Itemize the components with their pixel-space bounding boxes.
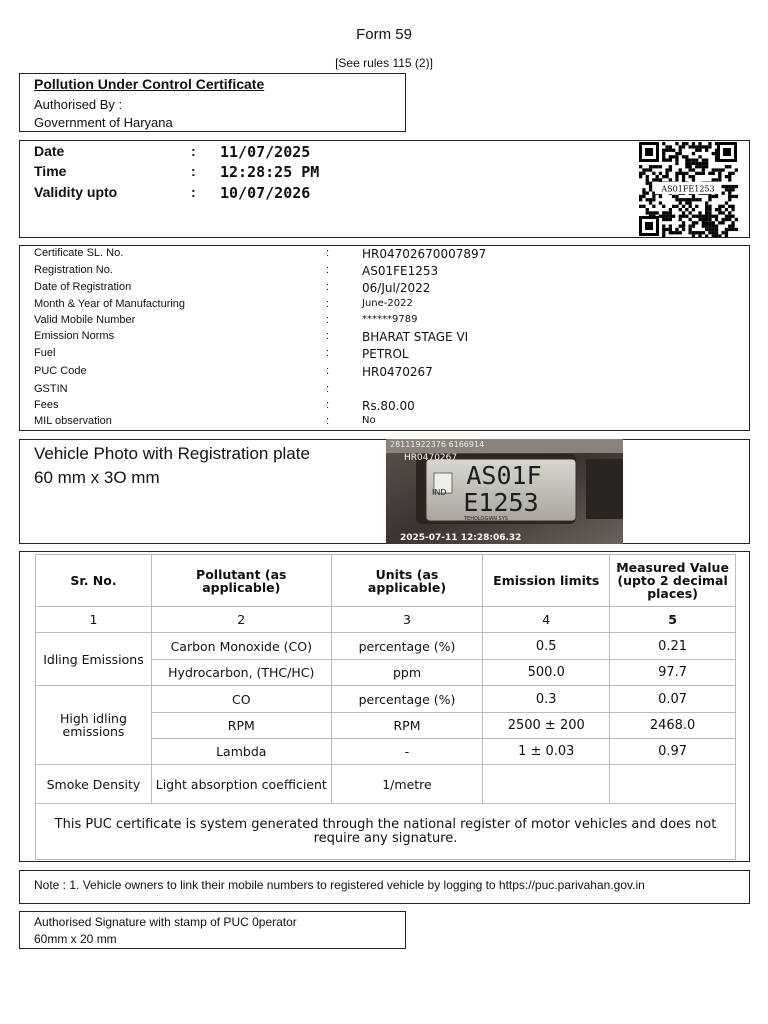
cell-pollutant: Light absorption coefficient <box>151 765 331 804</box>
cell-measured: 2468.0 <box>610 713 736 739</box>
cell-measured: 97.7 <box>610 660 736 686</box>
cell-limit: 0.3 <box>483 686 610 713</box>
detail-row <box>34 264 734 280</box>
photo-overlay-top: 28111922376 6166914 <box>390 440 485 449</box>
detail-row <box>34 347 734 363</box>
cell-unit: 1/metre <box>331 765 483 804</box>
colon: : <box>191 163 196 179</box>
colon: : <box>326 347 330 359</box>
detail-value: PETROL <box>362 347 409 361</box>
photo-label-line1: Vehicle Photo with Registration plate <box>34 444 310 463</box>
vehicle-details <box>19 245 750 431</box>
cell-measured <box>610 765 736 804</box>
photo-overlay-code: HR0470267 <box>404 453 458 463</box>
index-row <box>36 607 736 633</box>
plate-line1: AS01F <box>466 461 542 490</box>
cell-measured: 0.07 <box>610 686 736 713</box>
cell-pollutant: Lambda <box>151 739 331 765</box>
detail-label: MIL observation <box>34 415 112 427</box>
colon: : <box>326 298 330 310</box>
cell-limit: 2500 ± 200 <box>483 713 610 739</box>
signature-size: 60mm x 20 mm <box>34 932 117 946</box>
cell-limit: 0.5 <box>483 633 610 660</box>
certificate-title: Pollution Under Control Certificate <box>34 76 265 92</box>
index-cell: 2 <box>151 607 331 633</box>
cell-limit: 500.0 <box>483 660 610 686</box>
rules-reference: [See rules 115 (2)] <box>335 56 433 70</box>
cell-pollutant: Hydrocarbon, (THC/HC) <box>151 660 331 686</box>
detail-row <box>34 383 734 399</box>
colon: : <box>326 330 330 342</box>
header-limits: Emission limits <box>483 555 610 607</box>
detail-label: Certificate SL. No. <box>34 247 124 259</box>
index-cell: 3 <box>331 607 483 633</box>
header-pollutant: Pollutant (as applicable) <box>151 555 331 607</box>
detail-label: Fuel <box>34 347 56 359</box>
plate-country: IND <box>432 488 447 497</box>
detail-value: 06/Jul/2022 <box>362 281 431 295</box>
detail-value: HR0470267 <box>362 365 433 379</box>
colon: : <box>326 415 330 427</box>
signature-section <box>19 911 406 949</box>
detail-row <box>34 298 734 314</box>
detail-label: Month & Year of Manufacturing <box>34 298 186 310</box>
colon: : <box>326 365 330 377</box>
detail-row <box>34 330 734 346</box>
index-cell: 4 <box>483 607 610 633</box>
cell-unit: percentage (%) <box>331 686 483 713</box>
validity-section <box>19 140 750 238</box>
plate-line2: E1253 <box>463 488 539 517</box>
detail-value: HR04702670007897 <box>362 247 487 261</box>
vehicle-photo-section <box>19 439 750 544</box>
cell-pollutant: CO <box>151 686 331 713</box>
group-name: Smoke Density <box>36 765 152 804</box>
index-cell: 1 <box>36 607 152 633</box>
table-header-row <box>36 555 736 607</box>
detail-value: Rs.80.00 <box>362 399 415 413</box>
cell-unit: RPM <box>331 713 483 739</box>
cell-measured: 0.97 <box>610 739 736 765</box>
time-label: Time <box>34 163 67 179</box>
detail-label: PUC Code <box>34 365 87 377</box>
system-generated-note: This PUC certificate is system generated through the national register of motor vehicles and does not require any signature. <box>36 804 736 860</box>
detail-label: Fees <box>34 399 59 411</box>
colon: : <box>191 184 196 200</box>
detail-row <box>34 314 734 330</box>
cell-pollutant: Carbon Monoxide (CO) <box>151 633 331 660</box>
colon: : <box>326 247 330 259</box>
emission-results-section <box>19 551 750 862</box>
group-name: Idling Emissions <box>36 633 152 686</box>
detail-row <box>34 415 734 431</box>
cell-unit: ppm <box>331 660 483 686</box>
detail-label: Emission Norms <box>34 330 115 342</box>
qr-label: AS01FE1253 <box>661 184 715 194</box>
cell-pollutant: RPM <box>151 713 331 739</box>
emission-table <box>35 554 736 860</box>
detail-label: Date of Registration <box>34 281 132 293</box>
detail-row <box>34 281 734 297</box>
cell-limit <box>483 765 610 804</box>
colon: : <box>326 399 330 411</box>
signature-label: Authorised Signature with stamp of PUC 0perator <box>34 915 297 929</box>
colon: : <box>326 264 330 276</box>
form-title: Form 59 <box>356 26 412 43</box>
detail-value: No <box>362 415 376 426</box>
detail-row <box>34 247 734 263</box>
detail-row <box>34 399 734 415</box>
plate-maker: TEHOLOGIAN SYS <box>464 516 508 522</box>
cell-unit: - <box>331 739 483 765</box>
colon: : <box>326 314 330 326</box>
photo-label <box>34 442 310 490</box>
authority-name: Government of Haryana <box>34 115 173 130</box>
detail-value: BHARAT STAGE VI <box>362 330 469 344</box>
detail-label: GSTIN <box>34 383 68 395</box>
photo-label-line2: 60 mm x 3O mm <box>34 468 160 487</box>
validity-value: 10/07/2026 <box>220 184 311 202</box>
table-row <box>36 765 736 804</box>
date-label: Date <box>34 143 65 159</box>
colon: : <box>191 143 196 159</box>
certificate-header <box>19 73 406 132</box>
header-measured: Measured Value (upto 2 decimal places) <box>610 555 736 607</box>
time-value: 12:28:25 PM <box>220 163 320 181</box>
table-footer-row <box>36 804 736 860</box>
cell-measured: 0.21 <box>610 633 736 660</box>
validity-label: Validity upto <box>34 184 118 200</box>
index-cell: 5 <box>610 607 736 633</box>
colon: : <box>326 383 330 395</box>
authorised-by-label: Authorised By : <box>34 97 123 112</box>
detail-row <box>34 365 734 381</box>
group-name: High idling emissions <box>36 686 152 765</box>
table-row <box>36 686 736 713</box>
qr-code-icon <box>638 141 738 237</box>
header-sr-no: Sr. No. <box>36 555 152 607</box>
table-row <box>36 633 736 660</box>
cell-unit: percentage (%) <box>331 633 483 660</box>
date-value: 11/07/2025 <box>220 143 311 161</box>
note: Note : 1. Vehicle owners to link their mobile numbers to registered vehicle by logging to https://puc.parivahan.gov.in <box>19 870 750 904</box>
header-units: Units (as applicable) <box>331 555 483 607</box>
detail-value: AS01FE1253 <box>362 264 439 278</box>
colon: : <box>326 281 330 293</box>
detail-label: Registration No. <box>34 264 113 276</box>
vehicle-photo <box>386 439 623 544</box>
detail-value: ******9789 <box>362 314 418 325</box>
photo-timestamp: 2025-07-11 12:28:06.32 <box>400 533 522 543</box>
detail-value: June-2022 <box>362 298 413 309</box>
cell-limit: 1 ± 0.03 <box>483 739 610 765</box>
detail-label: Valid Mobile Number <box>34 314 136 326</box>
